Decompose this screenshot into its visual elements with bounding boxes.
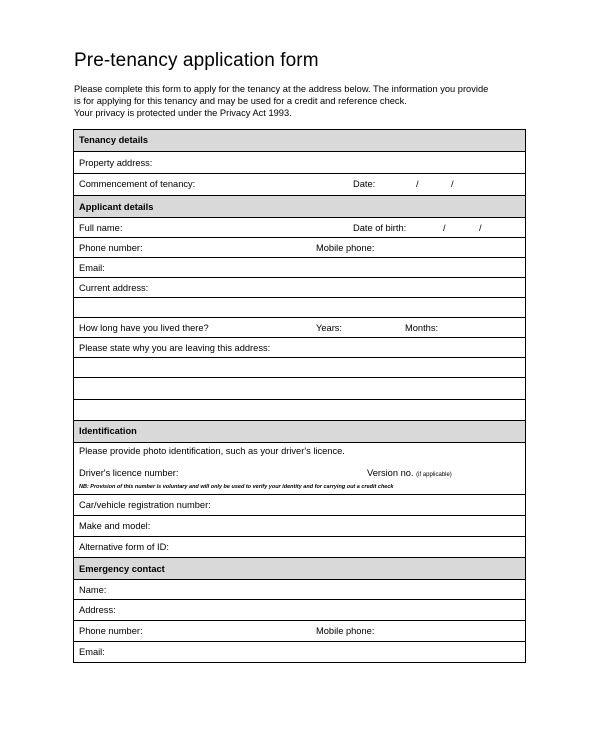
field-full-name[interactable] [74,218,525,238]
field-label: Name: [79,585,107,595]
section-title: Applicant details [79,202,154,212]
section-header-applicant [74,196,525,218]
field-leaving-reason-line4[interactable] [74,400,525,421]
field-label: Please state why you are leaving this address: [79,343,271,353]
section-header-identification [74,421,525,443]
date-slash: / [451,179,454,189]
field-label: Email: [79,263,105,273]
field-emergency-name[interactable] [74,580,525,600]
page-title: Pre-tenancy application form [74,50,319,71]
section-title: Emergency contact [79,564,165,574]
field-phone-number[interactable] [74,238,525,258]
nb-note: NB: Provision of this number is voluntary and will only be used to verify your identity and for carrying out a credit check [79,484,394,490]
date-label: Date: [353,179,376,189]
field-email[interactable] [74,258,525,278]
field-how-long[interactable] [74,318,525,338]
field-make-model[interactable] [74,516,525,537]
field-label: Address: [79,605,116,615]
intro-line: Please complete this form to apply for the tenancy at the address below. The information you provide [74,84,489,94]
version-label [367,468,452,478]
field-emergency-email[interactable] [74,642,525,663]
mobile-label: Mobile phone: [316,626,375,636]
field-leaving-reason-line3[interactable] [74,378,525,400]
field-emergency-phone[interactable] [74,621,525,642]
if-applicable-text: (if applicable) [416,472,452,478]
field-label: Full name: [79,223,123,233]
intro-line: is for applying for this tenancy and may be used for a credit and reference check. [74,96,407,106]
section-title: Tenancy details [79,135,149,145]
field-commencement[interactable] [74,174,525,196]
field-drivers-licence[interactable] [74,443,525,495]
field-label: How long have you lived there? [79,323,209,333]
field-emergency-address[interactable] [74,600,525,621]
application-form-table [73,129,526,663]
field-leaving-reason[interactable] [74,338,525,358]
date-slash: / [443,223,446,233]
intro-line: Your privacy is protected under the Privacy Act 1993. [74,108,292,118]
mobile-label: Mobile phone: [316,243,375,253]
field-car-registration[interactable] [74,495,525,516]
field-label: Phone number: [79,243,143,253]
field-alternative-id[interactable] [74,537,525,558]
section-header-tenancy [74,130,525,152]
field-label: Phone number: [79,626,143,636]
field-label: Email: [79,647,105,657]
field-label: Commencement of tenancy: [79,179,196,189]
field-label: Driver's licence number: [79,468,179,478]
field-label: Property address: [79,158,153,168]
field-label: Alternative form of ID: [79,542,169,552]
field-label: Current address: [79,283,149,293]
months-label: Months: [405,323,439,333]
section-header-emergency [74,558,525,580]
field-label: Please provide photo identification, such as your driver's licence. [79,446,345,456]
years-label: Years: [316,323,343,333]
dob-label: Date of birth: [353,223,407,233]
date-slash: / [416,179,419,189]
field-property-address[interactable] [74,152,525,174]
field-leaving-reason-line2[interactable] [74,358,525,378]
field-label: Car/vehicle registration number: [79,500,211,510]
version-no-text: Version no. [367,468,414,478]
field-current-address[interactable] [74,278,525,298]
intro-paragraph [74,83,544,119]
section-title: Identification [79,426,137,436]
field-label: Make and model: [79,521,151,531]
field-current-address-line2[interactable] [74,298,525,318]
date-slash: / [479,223,482,233]
